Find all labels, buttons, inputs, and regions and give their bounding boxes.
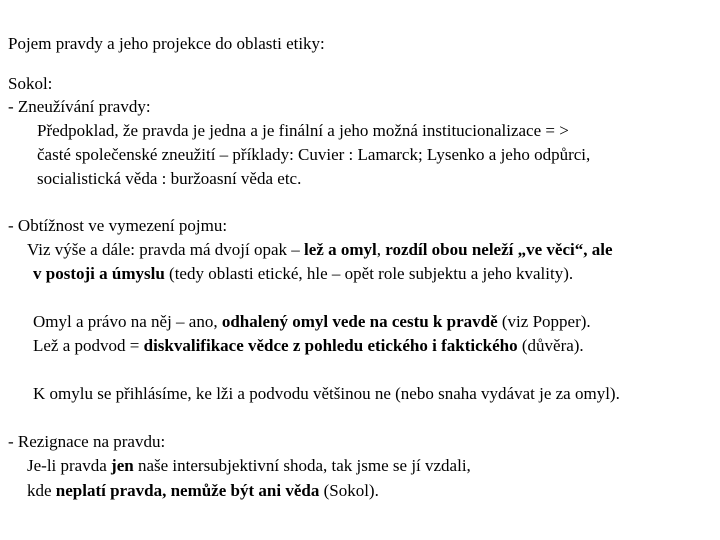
text-run: Lež a podvod =: [33, 336, 144, 355]
bold-run: diskvalifikace vědce z pohledu etického i faktického: [143, 336, 518, 355]
text-run: Viz výše a dále: pravda má dvojí opak –: [27, 240, 305, 259]
text-run: kde: [27, 481, 56, 500]
misuse-line-1: Předpoklad, že pravda je jedna a je finální a jeho možná institucionalizace = >: [37, 121, 569, 140]
definition-line-3: [33, 312, 591, 332]
section-heading-definition: - Obtížnost ve vymezení pojmu:: [8, 216, 228, 235]
definition-line-4: [33, 336, 584, 356]
text-run: Omyl a právo na něj – ano,: [33, 312, 222, 331]
definition-line-2: [33, 264, 573, 284]
section-heading-misuse: - Zneužívání pravdy:: [8, 97, 151, 116]
bold-run: rozdíl obou neleží „ve věci“, ale: [385, 240, 613, 259]
bold-run: lež a omyl: [304, 240, 377, 259]
author-label: Sokol:: [8, 74, 53, 93]
text-run: Je-li pravda: [27, 456, 112, 475]
text-run: (Sokol).: [319, 481, 379, 500]
definition-line-5: K omylu se přihlásíme, ke lži a podvodu většinou ne (nebo snaha vydávat je za omyl).: [33, 384, 620, 403]
text-run: (tedy oblasti etické, hle – opět role subjektu a jeho kvality).: [164, 264, 574, 283]
bold-run: v postoji a úmyslu: [33, 264, 165, 283]
section-heading-resignation: - Rezignace na pravdu:: [8, 432, 166, 451]
text-run: (důvěra).: [517, 336, 584, 355]
bold-run: jen: [111, 456, 134, 475]
bold-run: neplatí pravda, nemůže být ani věda: [55, 481, 320, 500]
misuse-line-2: časté společenské zneužití – příklady: Cuvier : Lamarck; Lysenko a jeho odpůrci,: [37, 145, 591, 164]
bold-run: odhalený omyl vede na cestu k pravdě: [221, 312, 498, 331]
resignation-line-2: [27, 481, 379, 501]
text-run: (viz Popper).: [497, 312, 591, 331]
misuse-line-3: socialistická věda : buržoasní věda etc.: [37, 169, 302, 188]
definition-line-1: [27, 240, 613, 260]
slide-title: Pojem pravdy a jeho projekce do oblasti etiky:: [8, 34, 325, 53]
text-run: ,: [376, 240, 386, 259]
resignation-line-1: [27, 456, 471, 476]
text-run: naše intersubjektivní shoda, tak jsme se jí vzdali,: [133, 456, 471, 475]
